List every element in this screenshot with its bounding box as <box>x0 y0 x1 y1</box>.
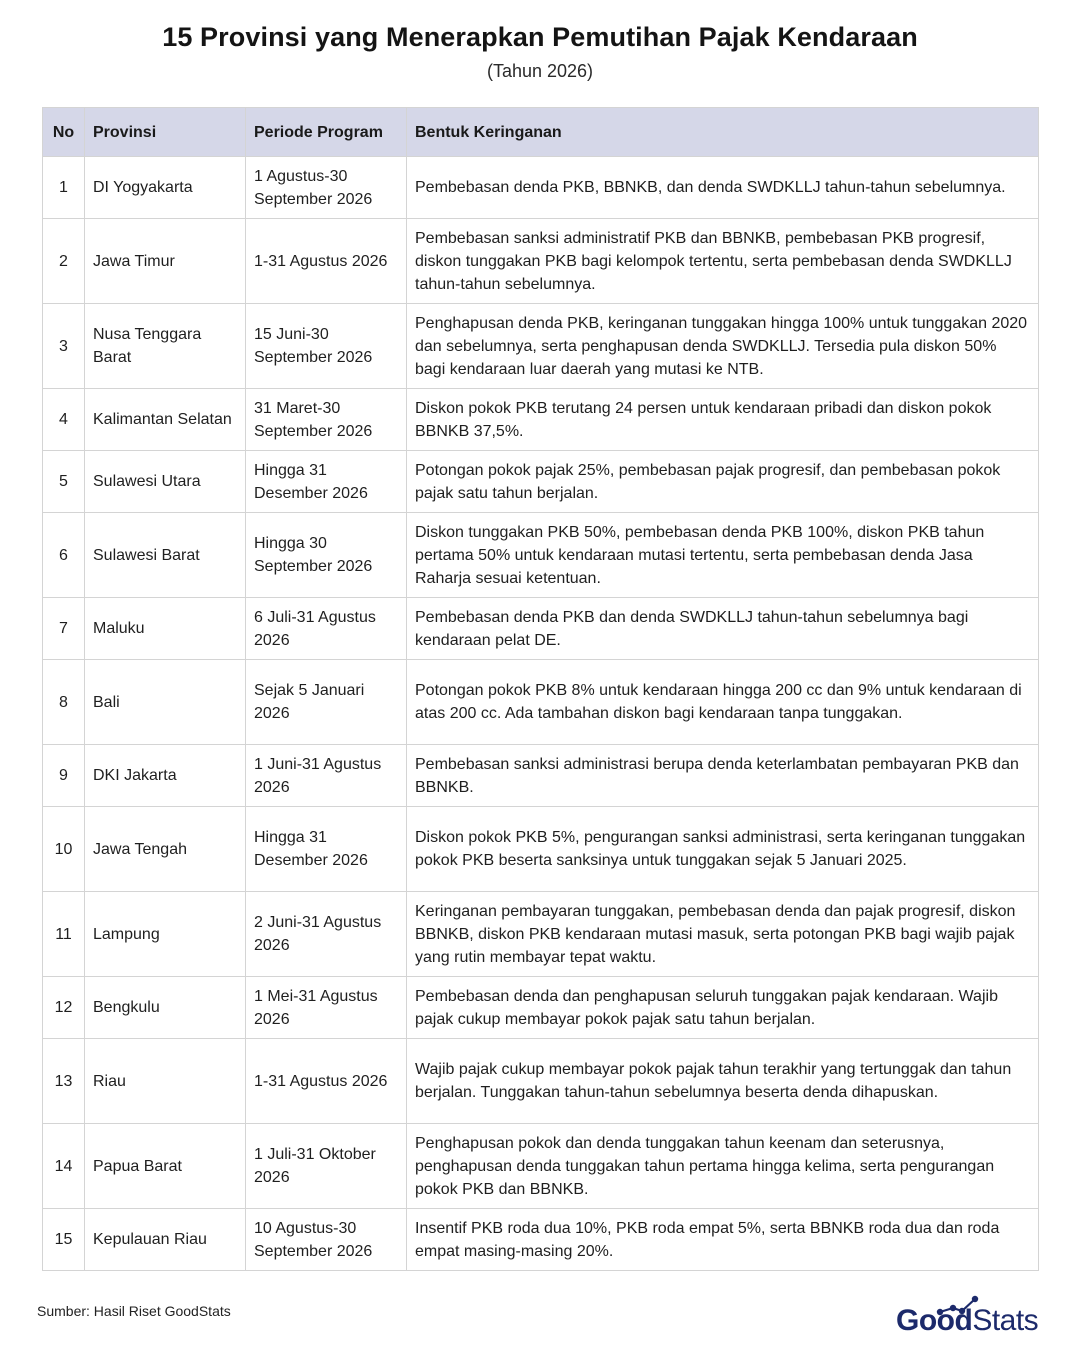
cell-periode: Hingga 31 Desember 2026 <box>246 807 407 892</box>
source-note: Sumber: Hasil Riset GoodStats <box>37 1303 231 1319</box>
cell-provinsi: Jawa Tengah <box>85 807 246 892</box>
cell-periode: 6 Juli-31 Agustus 2026 <box>246 598 407 660</box>
cell-keringanan: Insentif PKB roda dua 10%, PKB roda empat 5%, serta BBNKB roda dua dan roda empat masing-masing 20%. <box>407 1209 1039 1271</box>
table-row <box>43 1124 1039 1209</box>
page-subtitle: (Tahun 2026) <box>486 61 594 81</box>
cell-no: 15 <box>43 1209 85 1271</box>
column-header-keringanan: Bentuk Keringanan <box>407 108 1039 157</box>
cell-periode: 1-31 Agustus 2026 <box>246 1039 407 1124</box>
cell-no: 14 <box>43 1124 85 1209</box>
cell-periode: Hingga 30 September 2026 <box>246 513 407 598</box>
table-row <box>43 451 1039 513</box>
cell-periode: 1 Mei-31 Agustus 2026 <box>246 977 407 1039</box>
cell-keringanan: Penghapusan pokok dan denda tunggakan tahun keenam dan seterusnya, penghapusan denda tunggakan tahun pertama hingga kelima, serta pengurangan pokok PKB dan BBNKB. <box>407 1124 1039 1209</box>
table-row <box>43 1209 1039 1271</box>
cell-provinsi: Lampung <box>85 892 246 977</box>
cell-keringanan: Pembebasan sanksi administrasi berupa denda keterlambatan pembayaran PKB dan BBNKB. <box>407 745 1039 807</box>
cell-keringanan: Diskon pokok PKB terutang 24 persen untuk kendaraan pribadi dan diskon pokok BBNKB 37,5%. <box>407 389 1039 451</box>
cell-periode: 31 Maret-30 September 2026 <box>246 389 407 451</box>
cell-provinsi: Bali <box>85 660 246 745</box>
cell-keringanan: Potongan pokok PKB 8% untuk kendaraan hingga 200 cc dan 9% untuk kendaraan di atas 200 cc. Ada tambahan diskon bagi kendaraan tanpa tunggakan. <box>407 660 1039 745</box>
cell-no: 12 <box>43 977 85 1039</box>
table-row <box>43 219 1039 304</box>
table-row <box>43 1039 1039 1124</box>
cell-keringanan: Keringanan pembayaran tunggakan, pembebasan denda dan pajak progresif, diskon BBNKB, diskon PKB kendaraan mutasi masuk, serta potongan PKB bagi wajib pajak yang rutin membayar tepat waktu. <box>407 892 1039 977</box>
cell-no: 13 <box>43 1039 85 1124</box>
page-title: 15 Provinsi yang Menerapkan Pemutihan Pajak Kendaraan <box>162 22 918 52</box>
cell-no: 9 <box>43 745 85 807</box>
cell-provinsi: Riau <box>85 1039 246 1124</box>
cell-keringanan: Diskon pokok PKB 5%, pengurangan sanksi administrasi, serta keringanan tunggakan pokok PKB beserta sanksinya untuk tunggakan sejak 5 Januari 2025. <box>407 807 1039 892</box>
cell-periode: 2 Juni-31 Agustus 2026 <box>246 892 407 977</box>
cell-keringanan: Pembebasan denda dan penghapusan seluruh tunggakan pajak kendaraan. Wajib pajak cukup membayar pokok pajak satu tahun berjalan. <box>407 977 1039 1039</box>
table-row <box>43 304 1039 389</box>
cell-periode: 1 Juni-31 Agustus 2026 <box>246 745 407 807</box>
table-row <box>43 807 1039 892</box>
cell-no: 8 <box>43 660 85 745</box>
goodstats-logo <box>896 1294 1052 1342</box>
cell-provinsi: Jawa Timur <box>85 219 246 304</box>
cell-provinsi: Kalimantan Selatan <box>85 389 246 451</box>
cell-keringanan: Pembebasan denda PKB, BBNKB, dan denda SWDKLLJ tahun-tahun sebelumnya. <box>407 157 1039 219</box>
cell-keringanan: Potongan pokok pajak 25%, pembebasan pajak progresif, dan pembebasan pokok pajak satu tahun berjalan. <box>407 451 1039 513</box>
cell-keringanan: Pembebasan denda PKB dan denda SWDKLLJ tahun-tahun sebelumnya bagi kendaraan pelat DE. <box>407 598 1039 660</box>
cell-keringanan: Pembebasan sanksi administratif PKB dan BBNKB, pembebasan PKB progresif, diskon tunggakan PKB bagi kelompok tertentu, serta pembebasan denda SWDKLLJ tahun-tahun sebelumnya. <box>407 219 1039 304</box>
cell-no: 7 <box>43 598 85 660</box>
cell-provinsi: Sulawesi Utara <box>85 451 246 513</box>
column-header-provinsi: Provinsi <box>85 108 246 157</box>
logo-good-text: Good <box>896 1304 973 1337</box>
cell-provinsi: DKI Jakarta <box>85 745 246 807</box>
cell-no: 11 <box>43 892 85 977</box>
cell-no: 5 <box>43 451 85 513</box>
cell-keringanan: Penghapusan denda PKB, keringanan tunggakan hingga 100% untuk tunggakan 2020 dan sebelumnya, serta penghapusan denda SWDKLLJ. Tersedia pula diskon 50% bagi kendaraan luar daerah yang mutasi ke NTB. <box>407 304 1039 389</box>
cell-periode: 10 Agustus-30 September 2026 <box>246 1209 407 1271</box>
cell-periode: 15 Juni-30 September 2026 <box>246 304 407 389</box>
cell-provinsi: Papua Barat <box>85 1124 246 1209</box>
table-row <box>43 977 1039 1039</box>
logo-wordmark <box>896 1306 1038 1336</box>
cell-provinsi: DI Yogyakarta <box>85 157 246 219</box>
cell-periode: 1 Juli-31 Oktober 2026 <box>246 1124 407 1209</box>
cell-keringanan: Diskon tunggakan PKB 50%, pembebasan denda PKB 100%, diskon PKB tahun pertama 50% untuk kendaraan mutasi tertentu, serta pembebasan denda Jasa Raharja sesuai ketentuan. <box>407 513 1039 598</box>
table-row <box>43 389 1039 451</box>
cell-provinsi: Sulawesi Barat <box>85 513 246 598</box>
cell-no: 10 <box>43 807 85 892</box>
cell-provinsi: Maluku <box>85 598 246 660</box>
table-row <box>43 598 1039 660</box>
cell-no: 2 <box>43 219 85 304</box>
table-row <box>43 892 1039 977</box>
table-row <box>43 157 1039 219</box>
cell-provinsi: Kepulauan Riau <box>85 1209 246 1271</box>
column-header-periode: Periode Program <box>246 108 407 157</box>
provinces-table <box>42 107 1039 1271</box>
cell-provinsi: Nusa Tenggara Barat <box>85 304 246 389</box>
cell-periode: Sejak 5 Januari 2026 <box>246 660 407 745</box>
cell-keringanan: Wajib pajak cukup membayar pokok pajak tahun terakhir yang tertunggak dan tahun berjalan. Tunggakan tahun-tahun sebelumnya beserta denda dihapuskan. <box>407 1039 1039 1124</box>
column-header-no: No <box>43 108 85 157</box>
table-row <box>43 660 1039 745</box>
cell-periode: 1 Agustus-30 September 2026 <box>246 157 407 219</box>
table-row <box>43 513 1039 598</box>
cell-no: 3 <box>43 304 85 389</box>
cell-periode: Hingga 31 Desember 2026 <box>246 451 407 513</box>
cell-no: 6 <box>43 513 85 598</box>
cell-provinsi: Bengkulu <box>85 977 246 1039</box>
table-row <box>43 745 1039 807</box>
cell-periode: 1-31 Agustus 2026 <box>246 219 407 304</box>
cell-no: 1 <box>43 157 85 219</box>
logo-stats-text: Stats <box>972 1304 1039 1337</box>
cell-no: 4 <box>43 389 85 451</box>
table-header-row <box>43 108 1039 157</box>
